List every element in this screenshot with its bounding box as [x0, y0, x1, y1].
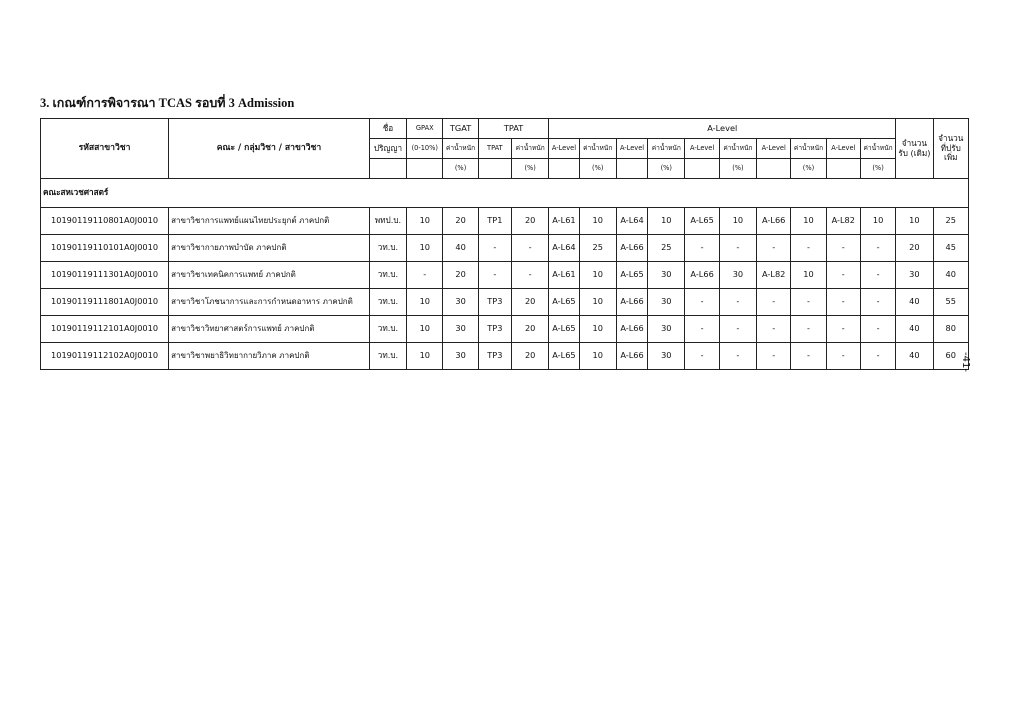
cell-a5: -: [826, 262, 860, 289]
cell-quota: 40: [896, 289, 933, 316]
cell-major: สาขาวิชาวิทยาศาสตร์การแพทย์ ภาคปกติ: [169, 316, 370, 343]
cell-quota: 40: [896, 316, 933, 343]
cell-w3: 10: [719, 208, 756, 235]
header-blank: [757, 159, 791, 179]
cell-a4: A-L82: [757, 262, 791, 289]
header-blank: [369, 159, 406, 179]
cell-a2: A-L65: [616, 262, 647, 289]
header-blank: [826, 159, 860, 179]
cell-major: สาขาวิชากายภาพบำบัด ภาคปกติ: [169, 235, 370, 262]
header-major: คณะ / กลุ่มวิชา / สาขาวิชา: [169, 119, 370, 179]
header-tpat-weight: ค่าน้ำหนัก: [512, 139, 549, 159]
cell-degree: วท.บ.: [369, 289, 406, 316]
table-row: [41, 343, 969, 370]
cell-a2: A-L66: [616, 343, 647, 370]
cell-a4: -: [757, 316, 791, 343]
cell-a1: A-L65: [549, 289, 579, 316]
cell-w1: 10: [579, 343, 616, 370]
cell-w5: -: [860, 316, 895, 343]
cell-quota: 20: [896, 235, 933, 262]
cell-tgat: 20: [443, 208, 478, 235]
header-alevel-percent-4: (%): [791, 159, 826, 179]
cell-gpax: 10: [407, 208, 443, 235]
cell-w4: -: [791, 235, 826, 262]
page-title: 3. เกณฑ์การพิจารณา TCAS รอบที่ 3 Admission: [40, 96, 295, 110]
cell-code: 10190119110801A0J0010: [41, 208, 169, 235]
cell-extra: 25: [933, 208, 968, 235]
cell-w2: 30: [648, 316, 685, 343]
table-row: [41, 289, 969, 316]
admission-criteria-table: [40, 118, 969, 370]
cell-w1: 10: [579, 289, 616, 316]
header-degree-1: ชื่อ: [369, 119, 406, 139]
header-row-1: [41, 119, 969, 139]
cell-w4: -: [791, 289, 826, 316]
page-number: -41-: [960, 352, 971, 372]
header-gpax-1: GPAX: [407, 119, 443, 139]
header-alevel-sub-3: A-Level: [685, 139, 719, 159]
cell-w3: -: [719, 289, 756, 316]
header-degree-2: ปริญญา: [369, 139, 406, 159]
cell-gpax: 10: [407, 316, 443, 343]
cell-major: สาขาวิชาการแพทย์แผนไทยประยุกต์ ภาคปกติ: [169, 208, 370, 235]
cell-major: สาขาวิชาโภชนาการและการกำหนดอาหาร ภาคปกติ: [169, 289, 370, 316]
cell-degree: วท.บ.: [369, 316, 406, 343]
header-alevel-weight-2: ค่าน้ำหนัก: [648, 139, 685, 159]
header-alevel-percent-3: (%): [719, 159, 756, 179]
cell-w3: 30: [719, 262, 756, 289]
header-alevel-weight-5: ค่าน้ำหนัก: [860, 139, 895, 159]
cell-tpat-w: 20: [512, 208, 549, 235]
cell-major: สาขาวิชาเทคนิคการแพทย์ ภาคปกติ: [169, 262, 370, 289]
cell-tpat: TP3: [478, 316, 511, 343]
cell-code: 10190119112102A0J0010: [41, 343, 169, 370]
cell-tpat: -: [478, 235, 511, 262]
cell-w5: -: [860, 235, 895, 262]
cell-degree: วท.บ.: [369, 262, 406, 289]
cell-code: 10190119110101A0J0010: [41, 235, 169, 262]
header-code: รหัสสาขาวิชา: [41, 119, 169, 179]
header-blank: [549, 159, 579, 179]
cell-w5: -: [860, 262, 895, 289]
header-gpax-2: (0-10%): [407, 139, 443, 159]
cell-tpat-w: 20: [512, 289, 549, 316]
cell-w1: 10: [579, 262, 616, 289]
cell-w5: -: [860, 343, 895, 370]
header-alevel-sub-1: A-Level: [549, 139, 579, 159]
cell-w1: 10: [579, 316, 616, 343]
cell-a4: -: [757, 235, 791, 262]
cell-w4: 10: [791, 208, 826, 235]
cell-gpax: 10: [407, 289, 443, 316]
cell-w4: 10: [791, 262, 826, 289]
header-blank: [478, 159, 511, 179]
cell-a2: A-L64: [616, 208, 647, 235]
cell-a3: -: [685, 289, 719, 316]
cell-gpax: -: [407, 262, 443, 289]
cell-a4: A-L66: [757, 208, 791, 235]
table-row: [41, 316, 969, 343]
cell-a2: A-L66: [616, 289, 647, 316]
cell-a2: A-L66: [616, 235, 647, 262]
cell-code: 10190119112101A0J0010: [41, 316, 169, 343]
cell-tpat-w: -: [512, 235, 549, 262]
header-alevel-sub-4: A-Level: [757, 139, 791, 159]
header-tgat: TGAT: [443, 119, 478, 139]
cell-quota: 10: [896, 208, 933, 235]
cell-w2: 30: [648, 262, 685, 289]
cell-major: สาขาวิชาพยาธิวิทยากายวิภาค ภาคปกติ: [169, 343, 370, 370]
cell-degree: พทป.บ.: [369, 208, 406, 235]
cell-code: 10190119111801A0J0010: [41, 289, 169, 316]
header-tgat-weight: ค่าน้ำหนัก: [443, 139, 478, 159]
cell-a5: -: [826, 316, 860, 343]
header-blank: [407, 159, 443, 179]
cell-tpat: -: [478, 262, 511, 289]
header-blank: [616, 159, 647, 179]
cell-quota: 40: [896, 343, 933, 370]
cell-extra: 45: [933, 235, 968, 262]
cell-a1: A-L64: [549, 235, 579, 262]
cell-a1: A-L61: [549, 262, 579, 289]
cell-w2: 25: [648, 235, 685, 262]
cell-quota: 30: [896, 262, 933, 289]
cell-w3: -: [719, 235, 756, 262]
cell-gpax: 10: [407, 343, 443, 370]
header-tpat-percent: (%): [512, 159, 549, 179]
cell-w4: -: [791, 316, 826, 343]
cell-a5: -: [826, 235, 860, 262]
cell-tgat: 40: [443, 235, 478, 262]
cell-extra: 60: [933, 343, 968, 370]
header-blank: [685, 159, 719, 179]
cell-tgat: 30: [443, 316, 478, 343]
faculty-row: [41, 179, 969, 208]
cell-extra: 40: [933, 262, 968, 289]
cell-extra: 80: [933, 316, 968, 343]
cell-a4: -: [757, 343, 791, 370]
cell-degree: วท.บ.: [369, 235, 406, 262]
cell-a1: A-L65: [549, 316, 579, 343]
header-tgat-percent: (%): [443, 159, 478, 179]
cell-a5: -: [826, 289, 860, 316]
program-rows: [41, 208, 969, 370]
header-alevel-weight-1: ค่าน้ำหนัก: [579, 139, 616, 159]
header-alevel-percent-2: (%): [648, 159, 685, 179]
cell-degree: วท.บ.: [369, 343, 406, 370]
cell-tpat-w: -: [512, 262, 549, 289]
cell-a3: A-L65: [685, 208, 719, 235]
header-alevel-sub-5: A-Level: [826, 139, 860, 159]
cell-extra: 55: [933, 289, 968, 316]
cell-a3: -: [685, 343, 719, 370]
cell-w1: 25: [579, 235, 616, 262]
cell-tgat: 30: [443, 343, 478, 370]
header-alevel-weight-3: ค่าน้ำหนัก: [719, 139, 756, 159]
header-alevel-sub-2: A-Level: [616, 139, 647, 159]
cell-w3: -: [719, 316, 756, 343]
cell-tpat-w: 20: [512, 343, 549, 370]
cell-a2: A-L66: [616, 316, 647, 343]
cell-w3: -: [719, 343, 756, 370]
table-row: [41, 208, 969, 235]
header-extra: จำนวนที่ปรับเพิ่ม: [933, 119, 968, 179]
cell-tgat: 20: [443, 262, 478, 289]
header-alevel-weight-4: ค่าน้ำหนัก: [791, 139, 826, 159]
header-quota: จำนวนรับ (เดิม): [896, 119, 933, 179]
table-row: [41, 235, 969, 262]
cell-tgat: 30: [443, 289, 478, 316]
cell-w5: 10: [860, 208, 895, 235]
cell-tpat: TP3: [478, 343, 511, 370]
header-tpat: TPAT: [478, 119, 549, 139]
cell-tpat: TP1: [478, 208, 511, 235]
header-tpat-sub: TPAT: [478, 139, 511, 159]
header-alevel: A-Level: [549, 119, 896, 139]
cell-tpat: TP3: [478, 289, 511, 316]
cell-gpax: 10: [407, 235, 443, 262]
cell-w2: 10: [648, 208, 685, 235]
cell-w2: 30: [648, 289, 685, 316]
cell-a3: -: [685, 235, 719, 262]
cell-w4: -: [791, 343, 826, 370]
cell-a4: -: [757, 289, 791, 316]
cell-w1: 10: [579, 208, 616, 235]
cell-tpat-w: 20: [512, 316, 549, 343]
table-row: [41, 262, 969, 289]
cell-a1: A-L65: [549, 343, 579, 370]
cell-code: 10190119111301A0J0010: [41, 262, 169, 289]
header-alevel-percent-5: (%): [860, 159, 895, 179]
cell-a1: A-L61: [549, 208, 579, 235]
cell-a3: -: [685, 316, 719, 343]
cell-a3: A-L66: [685, 262, 719, 289]
header-alevel-percent-1: (%): [579, 159, 616, 179]
cell-w2: 30: [648, 343, 685, 370]
cell-a5: -: [826, 343, 860, 370]
faculty-name: คณะสหเวชศาสตร์: [41, 179, 969, 208]
cell-w5: -: [860, 289, 895, 316]
cell-a5: A-L82: [826, 208, 860, 235]
